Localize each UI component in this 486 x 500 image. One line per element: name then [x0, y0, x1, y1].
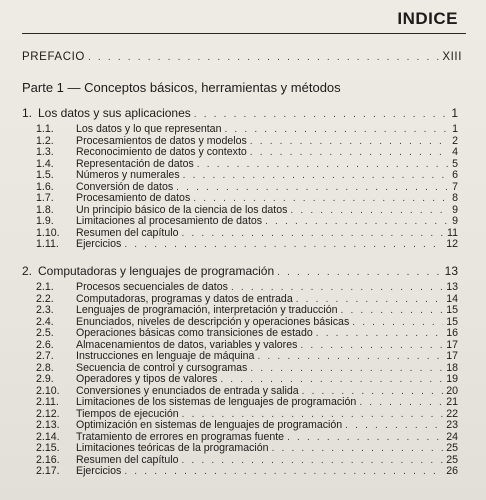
- section-number: 2.14.: [36, 430, 60, 443]
- dot-leader: [250, 136, 449, 147]
- toc-section-2-4: [36, 316, 458, 328]
- toc-prefacio: [22, 51, 462, 63]
- dot-leader: [176, 182, 449, 193]
- toc-section-1-1: [36, 123, 458, 135]
- dot-leader: [272, 443, 444, 454]
- section-page: 2: [452, 134, 458, 147]
- toc-section-2-2: [36, 293, 458, 305]
- dot-leader: [197, 159, 449, 170]
- section-number: 1.4.: [36, 157, 54, 170]
- dot-leader: [220, 374, 443, 385]
- section-title: Conversiones y enunciados de entrada y salida: [76, 384, 299, 397]
- toc-section-1-2: [36, 135, 458, 147]
- toc-section-2-5: [36, 327, 458, 339]
- dot-leader: [316, 328, 443, 339]
- section-page: 15: [446, 304, 458, 316]
- chapter-page: 13: [444, 264, 458, 278]
- toc-section-2-10: [36, 385, 458, 397]
- section-page: 21: [446, 396, 458, 408]
- section-number: 2.5.: [36, 327, 54, 339]
- section-page: 12: [446, 238, 458, 250]
- toc-section-1-4: [36, 158, 458, 170]
- section-title: Limitaciones de los sistemas de lenguajes de programación: [76, 396, 357, 408]
- dot-leader: [302, 386, 444, 397]
- section-number: 2.4.: [36, 315, 54, 328]
- section-number: 2.3.: [36, 304, 54, 316]
- section-title: Representación de datos: [76, 157, 194, 170]
- toc-section-1-3: [36, 146, 458, 158]
- section-page: 15: [446, 315, 458, 328]
- dot-leader: [181, 455, 443, 466]
- section-title: Ejercicios: [76, 465, 122, 477]
- toc-section-2-13: [36, 419, 458, 431]
- section-number: 1.5.: [36, 169, 54, 181]
- section-number: 1.8.: [36, 203, 54, 216]
- section-number: 2.7.: [36, 350, 54, 362]
- section-title: Operaciones básicas como transiciones de estado: [76, 327, 313, 339]
- toc-section-2-9: [36, 373, 458, 385]
- section-number: 1.9.: [36, 215, 54, 227]
- section-title: Enunciados, niveles de descripción y operaciones básicas: [76, 315, 350, 328]
- index-title: INDICE: [397, 9, 458, 28]
- dot-leader: [265, 216, 449, 227]
- section-number: 2.11.: [36, 396, 59, 408]
- dot-leader: [277, 267, 442, 278]
- toc-section-1-7: [36, 192, 458, 204]
- section-number: 1.7.: [36, 192, 54, 204]
- section-number: 2.15.: [36, 442, 60, 454]
- prefacio-label: PREFACIO: [22, 51, 85, 63]
- section-title: Lenguajes de programación, interpretación y traducción: [76, 304, 338, 316]
- dot-leader: [88, 52, 439, 63]
- section-page: 22: [446, 407, 458, 420]
- toc-section-2-6: [36, 339, 458, 351]
- section-title: Los datos y lo que representan: [76, 123, 222, 135]
- chapter-number: 2.: [22, 264, 33, 278]
- dot-leader: [340, 305, 443, 316]
- section-title: Tiempos de ejecución: [76, 407, 179, 420]
- section-page: 8: [452, 192, 458, 204]
- section-title: Procesamientos de datos y modelos: [76, 134, 247, 147]
- section-number: 1.10.: [36, 226, 60, 239]
- toc-section-2-8: [36, 362, 458, 374]
- section-page: 6: [452, 169, 458, 181]
- dot-leader: [124, 239, 443, 250]
- toc-section-2-15: [36, 442, 458, 454]
- section-page: 9: [452, 203, 458, 216]
- section-page: 14: [446, 292, 458, 305]
- section-title: Almacenamientos de datos, variables y valores: [76, 338, 298, 351]
- toc-section-1-11: [36, 238, 458, 250]
- section-page: 25: [446, 442, 458, 454]
- toc-section-2-14: [36, 431, 458, 443]
- section-title: Reconocimiento de datos y contexto: [76, 146, 247, 158]
- chapter-page: 1: [451, 106, 458, 120]
- section-title: Procesos secuenciales de datos: [76, 281, 228, 293]
- dot-leader: [296, 294, 443, 305]
- section-number: 2.1.: [36, 281, 54, 293]
- dot-leader: [359, 397, 443, 408]
- section-title: Resumen del capítulo: [76, 453, 179, 466]
- part-1-heading: Parte 1 — Conceptos básicos, herramientas y métodos: [22, 80, 341, 95]
- section-title: Conversión de datos: [76, 180, 174, 193]
- toc-section-1-8: [36, 204, 458, 216]
- dot-leader: [250, 363, 443, 374]
- section-title: Resumen del capítulo: [76, 226, 179, 239]
- section-title: Números y numerales: [76, 169, 180, 181]
- section-title: Un principio básico de la ciencia de los datos: [76, 203, 288, 216]
- section-page: 19: [446, 373, 458, 385]
- dot-leader: [231, 282, 443, 293]
- section-page: 18: [446, 361, 458, 374]
- dot-leader: [257, 351, 443, 362]
- toc-section-1-9: [36, 215, 458, 227]
- section-page: 17: [446, 338, 458, 351]
- section-number: 2.10.: [36, 384, 60, 397]
- section-title: Secuencia de control y cursogramas: [76, 361, 248, 374]
- section-number: 2.6.: [36, 338, 54, 351]
- chapter-title: Computadoras y lenguajes de programación: [38, 264, 275, 278]
- section-number: 2.12.: [36, 407, 60, 420]
- section-page: 25: [446, 453, 458, 466]
- toc-section-1-5: [36, 169, 458, 181]
- section-number: 2.2.: [36, 292, 54, 305]
- toc-chapter-1: [22, 106, 458, 120]
- toc-section-2-3: [36, 304, 458, 316]
- section-title: Limitaciones teóricas de la programación: [76, 442, 269, 454]
- title-rule: [22, 33, 466, 34]
- section-page: 26: [446, 465, 458, 477]
- dot-leader: [124, 466, 443, 477]
- section-page: 4: [452, 146, 458, 158]
- toc-section-1-6: [36, 181, 458, 193]
- dot-leader: [352, 317, 443, 328]
- section-page: 9: [452, 215, 458, 227]
- section-page: 13: [446, 281, 458, 293]
- dot-leader: [300, 340, 443, 351]
- prefacio-page: XIII: [442, 51, 462, 63]
- section-number: 1.11.: [36, 238, 59, 250]
- section-page: 7: [452, 180, 458, 193]
- section-number: 1.2.: [36, 134, 54, 147]
- toc-section-2-12: [36, 408, 458, 420]
- section-number: 2.13.: [36, 419, 60, 431]
- section-number: 1.1.: [36, 123, 54, 135]
- section-number: 1.3.: [36, 146, 54, 158]
- section-page: 20: [446, 384, 458, 397]
- section-title: Ejercicios: [76, 238, 122, 250]
- dot-leader: [181, 228, 444, 239]
- section-number: 2.16.: [36, 453, 60, 466]
- toc-section-2-11: [36, 396, 458, 408]
- section-number: 2.17.: [36, 465, 60, 477]
- dot-leader: [183, 170, 449, 181]
- section-page: 23: [446, 419, 458, 431]
- section-title: Tratamiento de errores en programas fuente: [76, 430, 285, 443]
- toc-section-2-17: [36, 465, 458, 477]
- dot-leader: [194, 109, 449, 120]
- section-page: 17: [446, 350, 458, 362]
- dot-leader: [224, 124, 449, 135]
- section-number: 2.9.: [36, 373, 54, 385]
- section-page: 11: [447, 226, 458, 239]
- section-title: Procesamiento de datos: [76, 192, 191, 204]
- dot-leader: [345, 420, 443, 431]
- section-title: Operadores y tipos de valores: [76, 373, 218, 385]
- toc-section-2-1: [36, 281, 458, 293]
- dot-leader: [182, 409, 444, 420]
- section-title: Limitaciones al procesamiento de datos: [76, 215, 263, 227]
- dot-leader: [290, 205, 449, 216]
- section-page: 24: [446, 430, 458, 443]
- toc-section-2-16: [36, 454, 458, 466]
- section-number: 1.6.: [36, 180, 54, 193]
- section-page: 5: [452, 157, 458, 170]
- section-title: Optimización en sistemas de lenguajes de programación: [76, 419, 343, 431]
- dot-leader: [193, 193, 449, 204]
- section-page: 1: [452, 123, 458, 135]
- chapter-title: Los datos y sus aplicaciones: [38, 106, 191, 120]
- dot-leader: [287, 432, 443, 443]
- toc-section-2-7: [36, 350, 458, 362]
- chapter-number: 1.: [22, 106, 33, 120]
- section-number: 2.8.: [36, 361, 54, 374]
- section-page: 16: [446, 327, 458, 339]
- toc-section-1-10: [36, 227, 458, 239]
- section-title: Computadoras, programas y datos de entrada: [76, 292, 293, 305]
- toc-chapter-2: [22, 264, 458, 278]
- section-title: Instrucciones en lenguaje de máquina: [76, 350, 255, 362]
- dot-leader: [250, 147, 449, 158]
